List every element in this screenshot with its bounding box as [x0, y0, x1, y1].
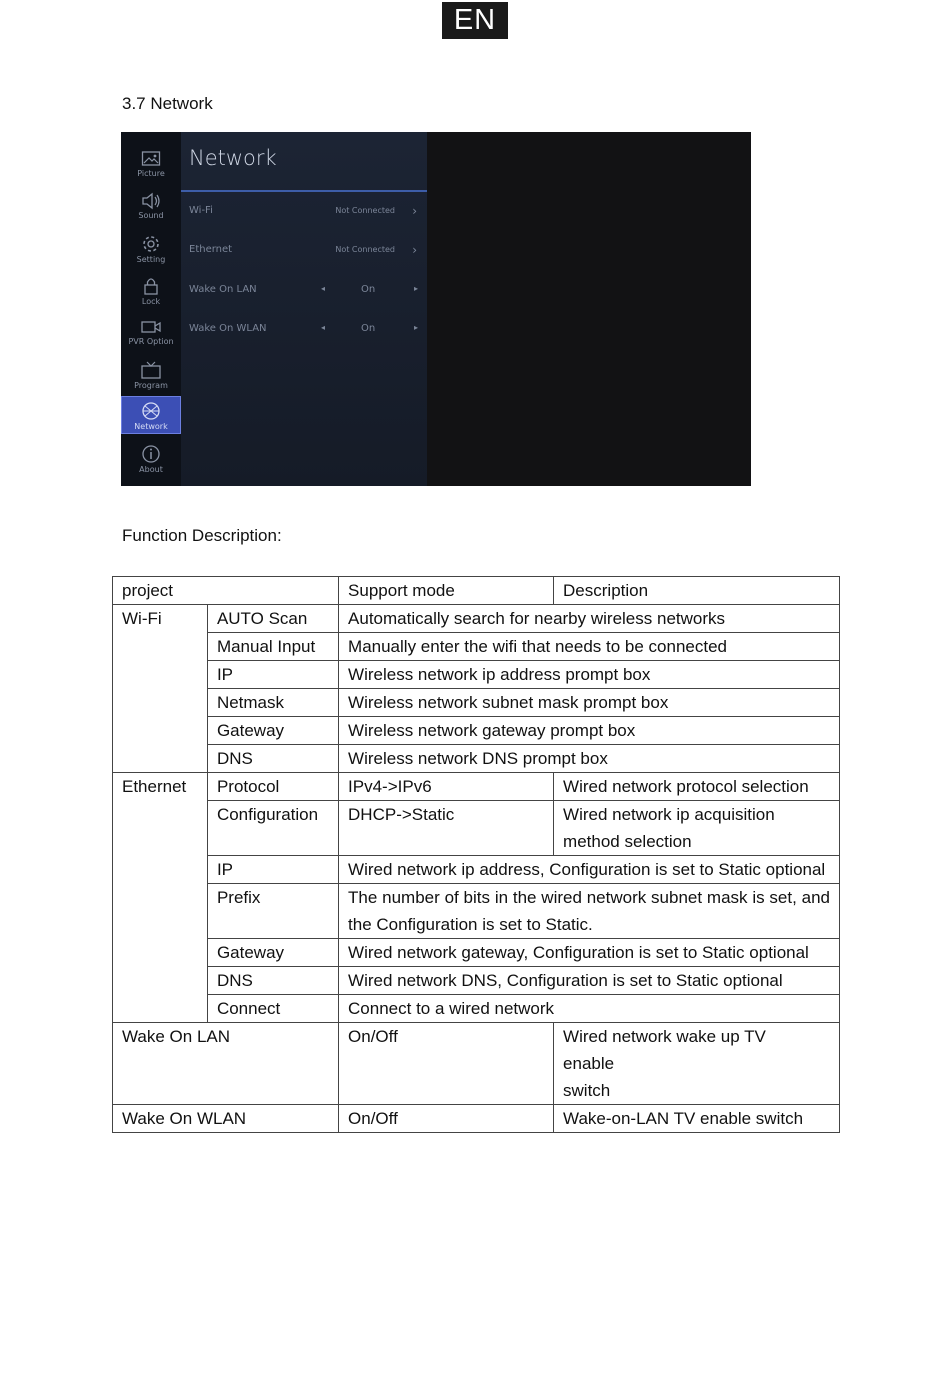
item-cell: Protocol: [207, 773, 338, 801]
table-row: [113, 745, 840, 773]
desc-cell: Wake-on-LAN TV enable switch: [554, 1105, 840, 1133]
sidebar-item-program[interactable]: [121, 356, 181, 396]
function-description-title: Function Description:: [122, 526, 282, 545]
table-row: [113, 773, 840, 801]
sidebar-item-sound[interactable]: [121, 188, 181, 228]
desc-line: switch: [563, 1081, 611, 1100]
item-cell: Netmask: [207, 689, 338, 717]
sidebar-item-pvr-option[interactable]: [121, 314, 181, 354]
chevron-right-icon: ›: [412, 243, 417, 257]
table-row: [113, 884, 840, 939]
table-row: [113, 967, 840, 995]
panel-title: Network: [189, 146, 277, 170]
mode-cell: On/Off: [339, 1023, 554, 1105]
tv-background: [427, 132, 751, 486]
section-title: 3.7 Network: [122, 94, 213, 113]
picture-icon: [141, 150, 161, 168]
arrow-left-icon[interactable]: ◂: [321, 323, 326, 332]
group-cell: Wi-Fi: [113, 605, 208, 773]
mode-cell: On/Off: [339, 1105, 554, 1133]
desc-cell: Wired network DNS, Configuration is set to Static optional: [339, 967, 840, 995]
table-row: [113, 633, 840, 661]
sidebar-label: Lock: [141, 297, 161, 306]
chevron-right-icon: ›: [412, 204, 417, 218]
sidebar-label: About: [139, 465, 163, 474]
table-row: [113, 939, 840, 967]
row-status: Not Connected: [335, 245, 395, 254]
item-cell: IP: [207, 661, 338, 689]
sidebar-item-picture[interactable]: [121, 146, 181, 186]
item-cell: Manual Input: [207, 633, 338, 661]
sidebar-label: Setting: [136, 255, 166, 264]
menu-row-wifi[interactable]: [189, 205, 421, 223]
table-row: [113, 801, 840, 856]
info-icon: [141, 444, 161, 464]
project-cell: Wake On LAN: [113, 1023, 339, 1105]
desc-cell: Automatically search for nearby wireless networks: [339, 605, 840, 633]
tv-sidebar: [121, 132, 181, 486]
desc-cell: [554, 1023, 840, 1105]
lock-icon: [142, 276, 160, 296]
project-cell: Wake On WLAN: [113, 1105, 339, 1133]
table-row: [113, 689, 840, 717]
network-panel: [181, 132, 427, 486]
desc-cell: The number of bits in the wired network subnet mask is set, and the Configuration is set to Static.: [339, 884, 840, 939]
desc-cell: Wired network ip acquisition method selection: [554, 801, 840, 856]
row-value: On: [361, 323, 376, 334]
desc-cell: Wireless network subnet mask prompt box: [339, 689, 840, 717]
header-cell: Description: [554, 577, 840, 605]
row-label: Wake On WLAN: [189, 323, 267, 334]
gear-icon: [141, 234, 161, 254]
desc-cell: Wireless network ip address prompt box: [339, 661, 840, 689]
camera-icon: [140, 318, 162, 336]
table-row: [113, 661, 840, 689]
arrow-right-icon[interactable]: ▸: [414, 323, 419, 332]
arrow-left-icon[interactable]: ◂: [321, 284, 326, 293]
table-row: [113, 995, 840, 1023]
desc-cell: Wireless network gateway prompt box: [339, 717, 840, 745]
item-cell: DNS: [207, 745, 338, 773]
sidebar-label: Picture: [137, 169, 165, 178]
tv-menu-screenshot: [121, 132, 751, 486]
row-label: Ethernet: [189, 244, 233, 255]
table-row: [113, 856, 840, 884]
item-cell: Gateway: [207, 717, 338, 745]
sidebar-item-lock[interactable]: [121, 272, 181, 312]
function-table: [112, 576, 840, 1133]
table-row: [113, 717, 840, 745]
item-cell: Gateway: [207, 939, 338, 967]
desc-line: Wired network wake up TV: [563, 1027, 766, 1046]
desc-cell: Manually enter the wifi that needs to be connected: [339, 633, 840, 661]
menu-row-ethernet[interactable]: [189, 244, 421, 262]
row-value: On: [361, 284, 376, 295]
item-cell: DNS: [207, 967, 338, 995]
header-cell: Support mode: [339, 577, 554, 605]
sidebar-label: Sound: [138, 211, 164, 220]
row-label: Wake On LAN: [189, 284, 257, 295]
tv-icon: [140, 360, 162, 380]
table-header-row: [113, 577, 840, 605]
header-cell: project: [113, 577, 339, 605]
desc-cell: Connect to a wired network: [339, 995, 840, 1023]
sidebar-label: Network: [134, 422, 168, 431]
desc-line: enable: [563, 1054, 615, 1073]
sidebar-label: Program: [134, 381, 168, 390]
mode-cell: DHCP->Static: [339, 801, 554, 856]
sound-icon: [140, 192, 162, 210]
language-badge: EN: [442, 2, 508, 39]
table-row: [113, 605, 840, 633]
sidebar-item-network[interactable]: [121, 396, 181, 434]
table-row: [113, 1023, 840, 1105]
item-cell: AUTO Scan: [207, 605, 338, 633]
table-row: [113, 1105, 840, 1133]
divider: [181, 190, 427, 192]
item-cell: Configuration: [207, 801, 338, 856]
row-status: Not Connected: [335, 206, 395, 215]
desc-cell: Wired network protocol selection: [554, 773, 840, 801]
sidebar-item-about[interactable]: [121, 440, 181, 480]
desc-cell: Wired network gateway, Configuration is set to Static optional: [339, 939, 840, 967]
desc-cell: Wired network ip address, Configuration is set to Static optional: [339, 856, 840, 884]
item-cell: Prefix: [207, 884, 338, 939]
arrow-right-icon[interactable]: ▸: [414, 284, 419, 293]
sidebar-label: PVR Option: [128, 337, 174, 346]
desc-cell: Wireless network DNS prompt box: [339, 745, 840, 773]
group-cell: Ethernet: [113, 773, 208, 1023]
menu-row-wake-on-lan[interactable]: [189, 284, 421, 302]
sidebar-item-setting[interactable]: [121, 230, 181, 270]
mode-cell: IPv4->IPv6: [339, 773, 554, 801]
item-cell: IP: [207, 856, 338, 884]
row-label: Wi-Fi: [189, 205, 213, 216]
item-cell: Connect: [207, 995, 338, 1023]
globe-icon: [141, 401, 161, 421]
menu-row-wake-on-wlan[interactable]: [189, 323, 421, 341]
